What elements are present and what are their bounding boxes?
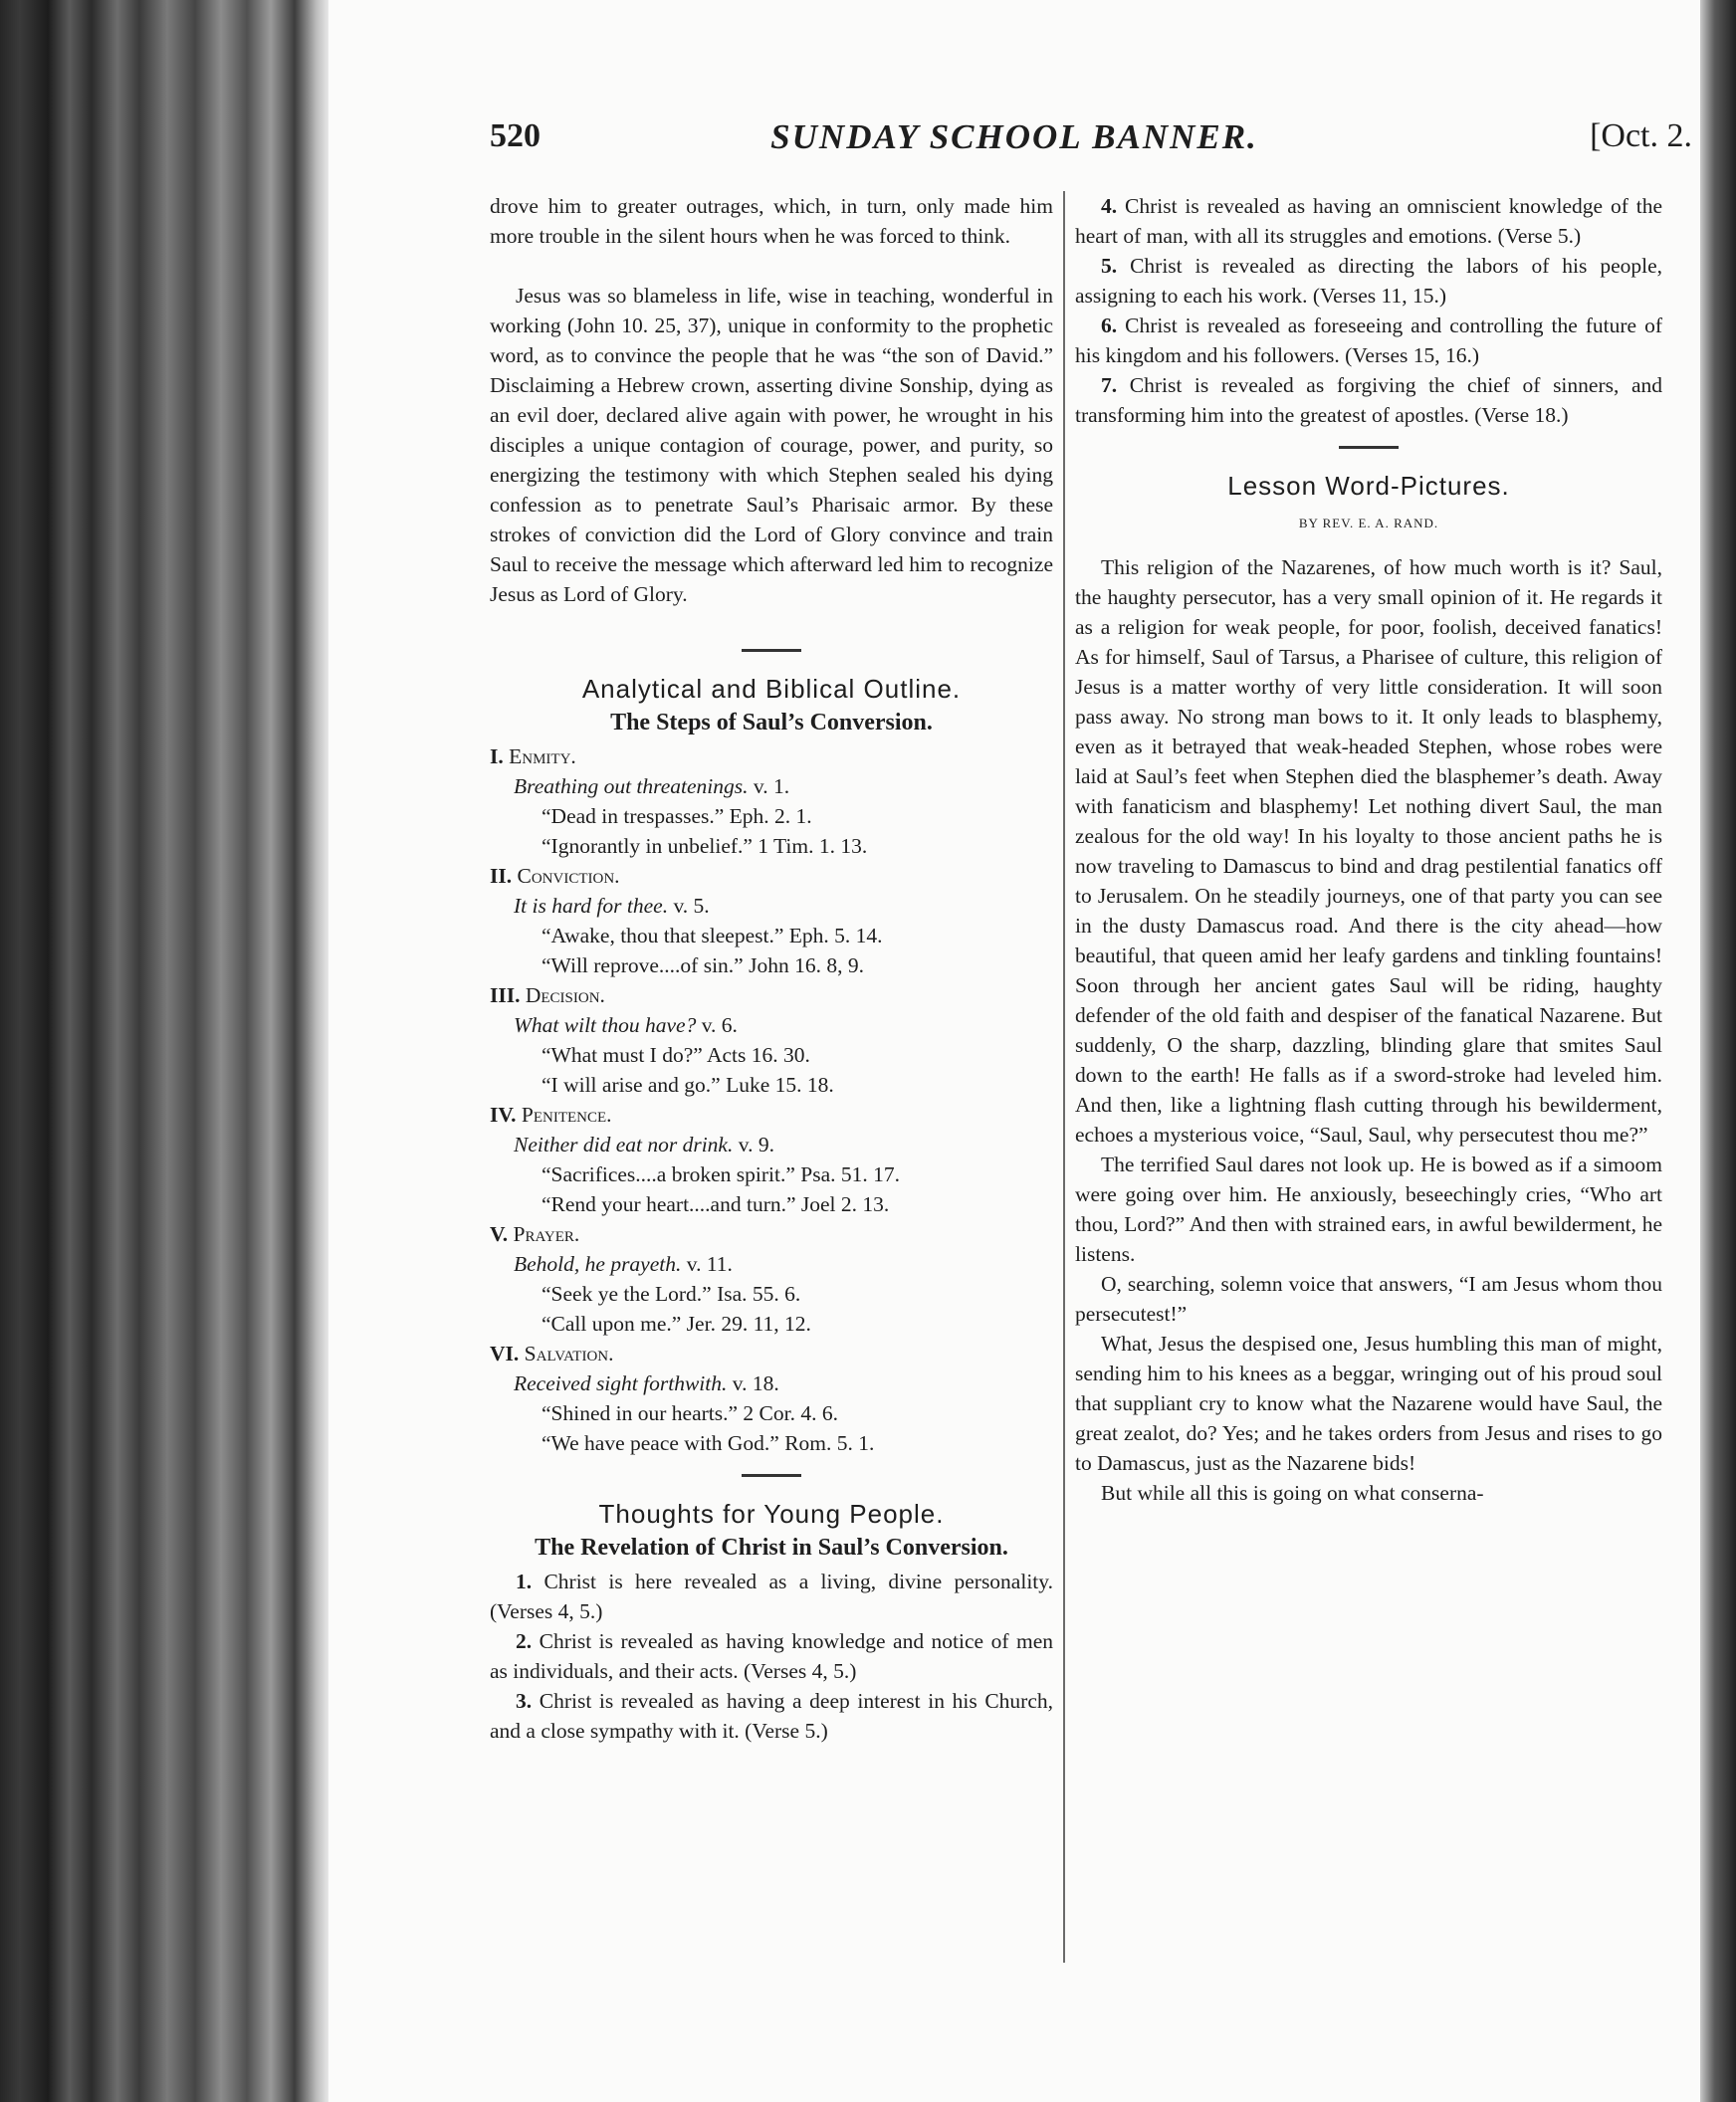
numbered-item: [1075, 191, 1662, 251]
outline-text: [490, 891, 1053, 921]
outline-phrase: Behold, he prayeth.: [514, 1252, 682, 1276]
numbered-item: [490, 1567, 1053, 1626]
byline: BY REV. E. A. RAND.: [1298, 516, 1439, 530]
outline-heading: [490, 1100, 1053, 1130]
outline-head: Penitence.: [521, 1103, 612, 1127]
section-rule: [742, 1474, 801, 1477]
item-number: 4.: [1101, 194, 1118, 218]
outline-text: [490, 1368, 1053, 1398]
verse-ref: v. 18.: [727, 1371, 779, 1395]
numbered-item: [490, 1626, 1053, 1686]
verse-ref: v. 5.: [668, 894, 710, 918]
numbered-item: [1075, 370, 1662, 430]
book-edge-right: [1700, 0, 1736, 2102]
outline-head: Prayer.: [513, 1222, 580, 1246]
section-rule: [1339, 446, 1399, 449]
outline-phrase: What wilt thou have?: [514, 1013, 697, 1037]
item-number: 5.: [1101, 254, 1118, 278]
page-header: [328, 117, 1700, 167]
outline-head: Enmity.: [509, 744, 576, 768]
issue-date: [Oct. 2.: [1590, 117, 1692, 154]
paragraph: O, searching, solemn voice that answers, “I am Jesus whom thou persecutest!”: [1075, 1272, 1662, 1326]
outline-text: [490, 1010, 1053, 1040]
item-text: Christ is revealed as having a deep interest in his Church, and a close sympathy with it. (Verse 5.): [490, 1689, 1053, 1743]
item-text: Christ is revealed as directing the labors of his people, assigning to each his work. (Verses 11, 15.): [1075, 254, 1662, 308]
item-text: Christ is revealed as having an omniscient knowledge of the heart of man, with all its struggles and emotions. (Verse 5.): [1075, 194, 1662, 248]
numbered-item: [490, 1686, 1053, 1746]
outline-heading: [490, 1339, 1053, 1368]
scripture-quote: “Sacrifices....a broken spirit.” Psa. 51. 17.: [542, 1162, 901, 1186]
outline-numeral: II.: [490, 864, 513, 888]
outline-heading: [490, 1219, 1053, 1249]
item-number: 3.: [516, 1689, 533, 1713]
page: [328, 0, 1700, 2102]
outline-phrase: Breathing out threatenings.: [514, 774, 749, 798]
verse-ref: v. 9.: [733, 1133, 774, 1156]
item-number: 7.: [1101, 373, 1118, 397]
outline-head: Decision.: [525, 983, 605, 1007]
section-title: Lesson Word-Pictures.: [1227, 471, 1510, 501]
left-column: [490, 191, 1053, 1746]
right-column: [1075, 191, 1662, 1508]
scripture-quote: “I will arise and go.” Luke 15. 18.: [542, 1073, 834, 1097]
page-number: 520: [490, 117, 541, 154]
section-rule: [742, 649, 801, 652]
outline-heading: [490, 861, 1053, 891]
scripture-quote: “Awake, thou that sleepest.” Eph. 5. 14.: [542, 924, 883, 947]
section-title: Analytical and Biblical Outline.: [581, 674, 962, 704]
item-text: Christ is revealed as having knowledge and notice of men as individuals, and their acts. (Verses 4, 5.): [490, 1629, 1053, 1683]
paragraph: Jesus was so blameless in life, wise in teaching, wonderful in working (John 10. 25, 37), unique in conformity to the prophetic word, as to convince the people that he was “the son of David.” Disclaiming a Hebrew crown, asserting divine Sonship, dying as an evil doer, declared alive again with power, he wrought in his disciples a unique contagion of courage, power, and purity, so energizing the testimony with which Stephen sealed his dying confession as to penetrate Saul’s Pharisaic armor. By these strokes of conviction did the Lord of Glory convince and train Saul to receive the message which afterward led him to recognize Jesus as Lord of Glory.: [490, 284, 1053, 606]
scripture-quote: “Dead in trespasses.” Eph. 2. 1.: [542, 804, 812, 828]
scripture-quote: “Seek ye the Lord.” Isa. 55. 6.: [542, 1282, 801, 1306]
outline-numeral: V.: [490, 1222, 509, 1246]
scripture-quote: “Rend your heart....and turn.” Joel 2. 13.: [542, 1192, 890, 1216]
section-title: Thoughts for Young People.: [598, 1499, 945, 1529]
item-number: 2.: [516, 1629, 533, 1653]
numbered-item: [1075, 251, 1662, 311]
paragraph: The terrified Saul dares not look up. He is bowed as if a simoom were going over him. He anxiously, beseechingly cries, “Who art thou, Lord?” And then with strained ears, in awful bewilderment, he listens.: [1075, 1153, 1662, 1266]
item-text: Christ is revealed as forgiving the chief of sinners, and transforming him into the greatest of apostles. (Verse 18.): [1075, 373, 1663, 427]
outline-numeral: III.: [490, 983, 521, 1007]
verse-ref: v. 6.: [696, 1013, 738, 1037]
paragraph: drove him to greater outrages, which, in turn, only made him more trouble in the silent hours when he was forced to think.: [490, 194, 1053, 248]
item-number: 1.: [516, 1570, 533, 1593]
scripture-quote: “What must I do?” Acts 16. 30.: [542, 1043, 810, 1067]
outline-numeral: IV.: [490, 1103, 517, 1127]
scripture-quote: “We have peace with God.” Rom. 5. 1.: [542, 1431, 875, 1455]
outline-text: [490, 771, 1053, 801]
outline-text: [490, 1130, 1053, 1159]
scripture-quote: “Call upon me.” Jer. 29. 11, 12.: [542, 1312, 811, 1336]
outline-head: Salvation.: [524, 1342, 614, 1366]
outline-phrase: It is hard for thee.: [514, 894, 669, 918]
running-head: SUNDAY SCHOOL BANNER.: [770, 117, 1258, 156]
outline-phrase: Received sight forthwith.: [514, 1371, 728, 1395]
outline-phrase: Neither did eat nor drink.: [514, 1133, 734, 1156]
item-number: 6.: [1101, 314, 1118, 337]
scripture-quote: “Ignorantly in unbelief.” 1 Tim. 1. 13.: [542, 834, 868, 858]
outline-text: [490, 1249, 1053, 1279]
outline-heading: [490, 980, 1053, 1010]
outline-numeral: VI.: [490, 1342, 520, 1366]
paragraph: This religion of the Nazarenes, of how much worth is it? Saul, the haughty persecutor, has a very small opinion of it. He regards it as a religion for weak people, for poor, foolish, deceived fanatics! As for himself, Saul of Tarsus, a Pharisee of culture, this religion of Jesus is a matter worthy of very little consideration. It will soon pass away. No strong man bows to it. It only leads to blasphemy, even as it betrayed that weak-headed Stephen, whose robes were laid at Saul’s feet when Stephen died the blasphemer’s death. Away with fanaticism and blasphemy! Let nothing divert Saul, the man zealous for the old way! In his loyalty to those ancient paths he is now traveling to Damascus to bind and drag pestilential fanatics off to Jerusalem. On he steadily journeys, one of that party you can see in the dusty Damascus road. And there is the city ahead—how beautiful, that queen amid her leafy gardens and tinkling fountains! Soon through her ancient gates Saul will be riding, haughty defender of the old faith and despiser of the fanatical Nazarene. But suddenly, O the sharp, dazzling, blinding glare that smites Saul down to the earth! He falls as if a sword-stroke had leveled him. And then, like a lightning flash cutting through his bewilderment, echoes a mysterious voice, “Saul, Saul, why persecutest thou me?”: [1075, 555, 1662, 1147]
outline-numeral: I.: [490, 744, 504, 768]
numbered-list: [490, 1567, 1053, 1746]
paragraph: But while all this is going on what conserna-: [1101, 1481, 1484, 1505]
book-spine-edge: [0, 0, 328, 2102]
article-body: [1075, 552, 1662, 1508]
column-divider: [1063, 191, 1065, 1963]
outline-head: Conviction.: [517, 864, 620, 888]
section-subtitle: The Revelation of Christ in Saul’s Conversion.: [535, 1535, 1008, 1561]
outline-heading: [490, 741, 1053, 771]
scripture-quote: “Will reprove....of sin.” John 16. 8, 9.: [542, 953, 864, 977]
outline-list: [490, 741, 1053, 1458]
scripture-quote: “Shined in our hearts.” 2 Cor. 4. 6.: [542, 1401, 838, 1425]
verse-ref: v. 1.: [748, 774, 790, 798]
item-text: Christ is here revealed as a living, divine personality. (Verses 4, 5.): [490, 1570, 1054, 1623]
paragraph: What, Jesus the despised one, Jesus humbling this man of might, sending him to his knees as a beggar, wringing out of his proud soul that suppliant cry to know what the Nazarene would have Saul, the great zealot, do? Yes; and he takes orders from Jesus and rises to go to Damascus, just as the Nazarene bids!: [1075, 1332, 1662, 1475]
numbered-list: [1075, 191, 1662, 430]
section-subtitle: The Steps of Saul’s Conversion.: [610, 710, 933, 736]
item-text: Christ is revealed as foreseeing and controlling the future of his kingdom and his followers. (Verses 15, 16.): [1075, 314, 1662, 367]
numbered-item: [1075, 311, 1662, 370]
verse-ref: v. 11.: [681, 1252, 733, 1276]
